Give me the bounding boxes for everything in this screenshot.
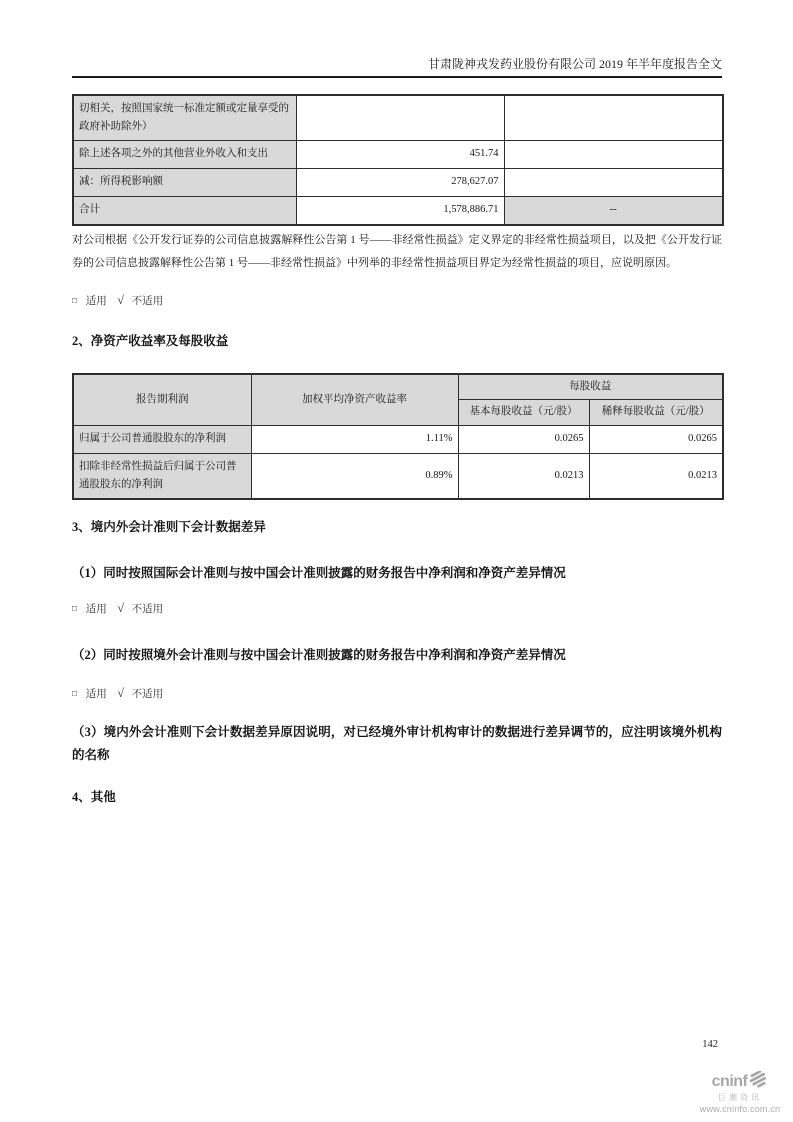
item-cell: 减：所得税影响额 (73, 168, 296, 196)
cninfo-logo (690, 1071, 790, 1114)
item-cell: 扣除非经常性损益后归属于公司普通股股东的净利润 (73, 453, 251, 499)
logo-brand-text: cninf (711, 1072, 748, 1090)
note-cell (504, 140, 723, 168)
amount-cell: 451.74 (296, 140, 504, 168)
table-row (73, 453, 723, 499)
checkbox-unchecked-icon: □ (72, 295, 78, 305)
basic-eps-header-cell: 基本每股收益（元/股） (458, 399, 589, 425)
amount-cell: 1,578,886.71 (296, 196, 504, 225)
explanation-paragraph: 对公司根据《公开发行证券的公司信息披露解释性公告第 1 号——非经常性损益》定义界定的非经常性损益项目，以及把《公开发行证券的公司信息披露解释性公告第 1 号——非经常性损益》中列举的非经常性损益项目界定为经常性损益的项目，应说明原因。 (72, 234, 722, 269)
table-row (73, 168, 723, 196)
section-3-3-heading: （3）境内外会计准则下会计数据差异原因说明，对已经境外审计机构审计的数据进行差异调节的，应注明该境外机构的名称 (72, 725, 722, 762)
section-3-heading: 3、境内外会计准则下会计数据差异 (72, 520, 266, 534)
section-3-2-heading: （2）同时按照境外会计准则与按中国会计准则披露的财务报告中净利润和净资产差异情况 (72, 648, 566, 662)
section-3-1-heading: （1）同时按照国际会计准则与按中国会计准则披露的财务报告中净利润和净资产差异情况 (72, 566, 566, 580)
note-cell (504, 95, 723, 140)
table-row (73, 425, 723, 453)
note-cell (504, 168, 723, 196)
not-applicable-label: 不适用 (131, 604, 164, 615)
diluted-eps-cell: 0.0265 (589, 425, 723, 453)
report-header-title: 甘肃陇神戎发药业股份有限公司 2019 年半年度报告全文 (427, 57, 722, 71)
diluted-eps-cell: 0.0213 (589, 453, 723, 499)
basic-eps-cell: 0.0213 (458, 453, 589, 499)
applicable-label: 适用 (85, 604, 107, 615)
table-header-row (73, 374, 723, 399)
period-profit-header-cell: 报告期利润 (73, 374, 251, 425)
section-2-heading: 2、净资产收益率及每股收益 (72, 334, 229, 348)
roe-eps-table (72, 373, 724, 500)
swirl-icon (749, 1071, 768, 1092)
roe-cell: 1.11% (251, 425, 458, 453)
report-header (72, 56, 722, 78)
checkbox-unchecked-icon: □ (72, 603, 78, 613)
diluted-eps-header-cell: 稀释每股收益（元/股） (589, 399, 723, 425)
logo-brand-row (690, 1071, 790, 1092)
logo-cn-name: 巨潮资讯 (718, 1093, 762, 1102)
table-row (73, 196, 723, 225)
applicability-line (72, 293, 722, 309)
item-cell: 归属于公司普通股股东的净利润 (73, 425, 251, 453)
basic-eps-cell: 0.0265 (458, 425, 589, 453)
non-recurring-items-table (72, 94, 724, 226)
item-cell: 切相关，按照国家统一标准定额或定量享受的政府补助除外） (73, 95, 296, 140)
checkbox-unchecked-icon: □ (72, 688, 78, 698)
applicable-label: 适用 (85, 689, 107, 700)
roe-cell: 0.89% (251, 453, 458, 499)
not-applicable-label: 不适用 (131, 689, 164, 700)
table-row (73, 140, 723, 168)
applicable-label: 适用 (85, 296, 107, 307)
amount-cell: 278,627.07 (296, 168, 504, 196)
check-icon: √ (117, 293, 124, 307)
weighted-roe-header-cell: 加权平均净资产收益率 (251, 374, 458, 425)
applicability-line (72, 601, 722, 617)
section-4-heading: 4、其他 (72, 790, 116, 804)
page-number: 142 (702, 1039, 718, 1050)
logo-url: www.cninfo.com.cn (699, 1104, 781, 1114)
table-row (73, 95, 723, 140)
eps-group-header-cell: 每股收益 (458, 374, 723, 399)
not-applicable-label: 不适用 (131, 296, 164, 307)
item-cell: 除上述各项之外的其他营业外收入和支出 (73, 140, 296, 168)
amount-cell (296, 95, 504, 140)
note-cell: -- (504, 196, 723, 225)
item-cell: 合计 (73, 196, 296, 225)
check-icon: √ (117, 601, 124, 615)
applicability-line (72, 686, 722, 702)
check-icon: √ (117, 686, 124, 700)
